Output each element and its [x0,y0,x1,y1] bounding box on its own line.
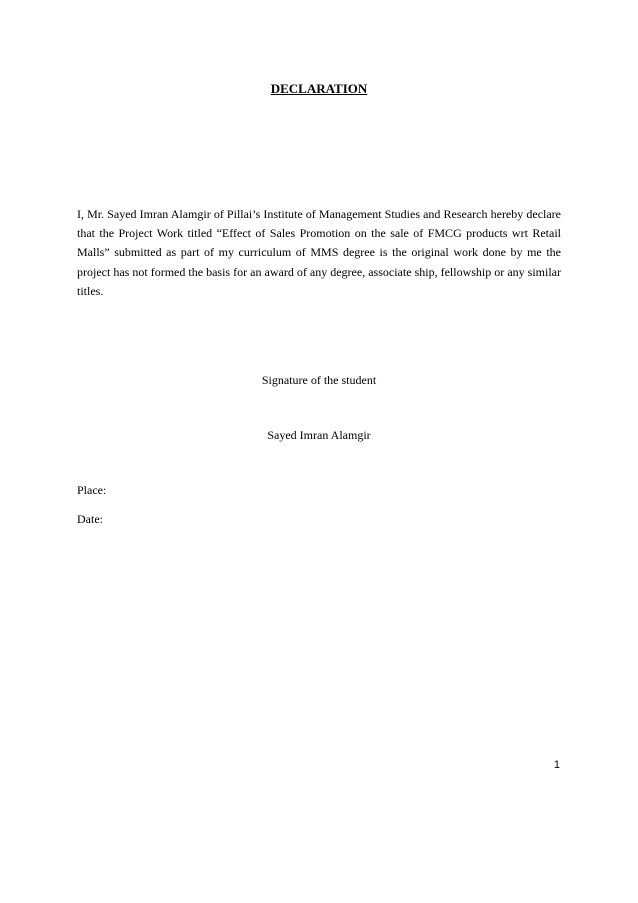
signature-label: Signature of the student [261,373,377,387]
page-title: DECLARATION [270,81,368,96]
date-label: Date: [77,512,103,526]
place-label: Place: [77,483,107,497]
declaration-paragraph: I, Mr. Sayed Imran Alamgir of Pillai’s Institute of Management Studies and Research hereby declare that the Project Work titled “Effect of Sales Promotion on the sale of FMCG products wrt Retail Malls” submitted as part of my curriculum of MMS degree is the original work done by me the project has not formed the basis for an award of any degree, associate ship, fellowship or any similar titles. [77,207,561,298]
page-number: 1 [553,759,560,771]
student-name: Sayed Imran Alamgir [267,428,371,442]
